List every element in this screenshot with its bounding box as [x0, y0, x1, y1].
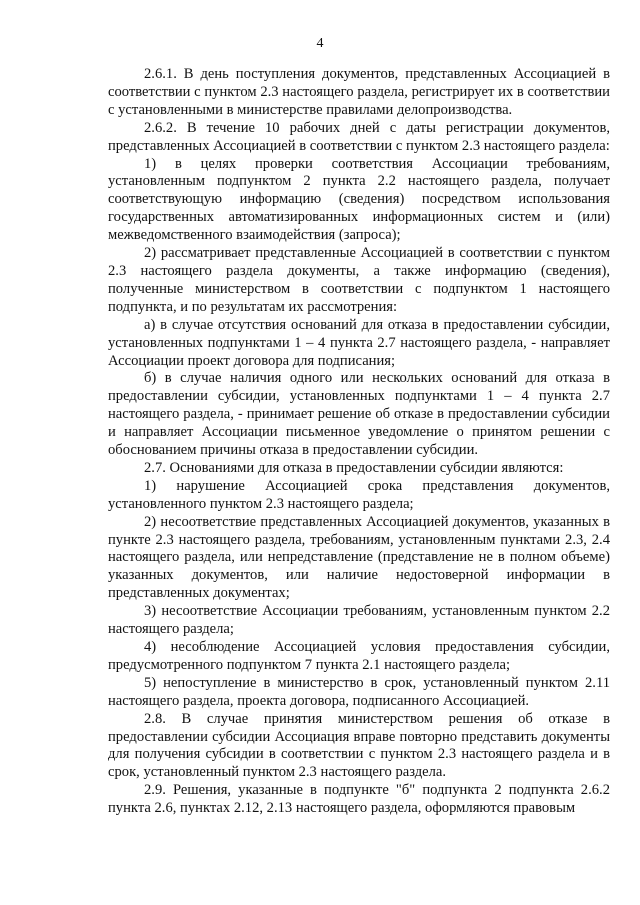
paragraph-2-6-2-item-2b: б) в случае наличия одного или нескольких оснований для отказа в предоставлении субсидии, установленных подпунктами 1 – 4 пункта 2.7 настоящего раздела, - принимает решение об отказе в предоставлении субсидии и направляет Ассоциации письменное уведомление о принятом решении с обоснованием причины отказа в предоставлении субсидии.	[108, 370, 610, 459]
paragraph-2-6-2: 2.6.2. В течение 10 рабочих дней с даты регистрации документов, представленных Ассоциацией в соответствии с пунктом 2.3 настоящего раздела:	[108, 119, 610, 154]
paragraph-2-7-item-3: 3) несоответствие Ассоциации требованиям, установленным пунктом 2.2 настоящего раздела;	[108, 603, 610, 638]
paragraph-2-7: 2.7. Основаниями для отказа в предоставлении субсидии являются:	[144, 459, 564, 476]
paragraph-2-6-2-item-2: 2) рассматривает представленные Ассоциацией в соответствии с пунктом 2.3 настоящего раздела документы, а также информацию (сведения), полученные министерством в соответствии с подпунктом 1 настоящего подпункта, и по результатам их рассмотрения:	[108, 245, 610, 315]
paragraph-2-6-1: 2.6.1. В день поступления документов, представленных Ассоциацией в соответствии с пунктом 2.3 настоящего раздела, регистрирует их в соответствии с установленными в министерстве правилами делопроизводства.	[108, 66, 610, 118]
paragraph-2-9: 2.9. Решения, указанные в подпункте "б" подпункта 2 подпункта 2.6.2 пункта 2.6, пунктах 2.12, 2.13 настоящего раздела, оформляются правовым	[108, 782, 610, 817]
paragraph-2-6-2-item-1: 1) в целях проверки соответствия Ассоциации требованиям, установленным подпунктом 2 пункта 2.2 настоящего раздела, получает соответствующую информацию (сведения) посредством использования государственных автоматизированных информационных систем и (или) межведомственного взаимодействия (запроса);	[108, 155, 610, 244]
paragraph-2-7-item-2: 2) несоответствие представленных Ассоциацией документов, указанных в пункте 2.3 настоящего раздела, требованиям, установленным пунктами 2.3, 2.4 настоящего раздела, или непредставление (представление не в полном объеме) указанных документов, или наличие недостоверной информации в представленных документах;	[108, 513, 610, 602]
paragraph-2-7-item-4: 4) несоблюдение Ассоциацией условия предоставления субсидии, предусмотренного подпунктом 7 пункта 2.1 настоящего раздела;	[108, 639, 610, 673]
paragraph-2-7-item-5: 5) непоступление в министерство в срок, установленный пунктом 2.11 настоящего раздела, проекта договора, подписанного Ассоциацией.	[108, 674, 610, 709]
paragraph-2-6-2-item-2a: а) в случае отсутствия оснований для отказа в предоставлении субсидии, установленных подпунктами 1 – 4 пункта 2.7 настоящего раздела, - направляет Ассоциации проект договора для подписания;	[108, 316, 610, 369]
document-body	[108, 66, 610, 818]
paragraph-2-8: 2.8. В случае принятия министерством решения об отказе в предоставлении субсидии Ассоциация вправе повторно представить документы для получения субсидии в соответствии с пунктом 2.3 настоящего раздела и в срок, установленный пунктом 2.3 настоящего раздела.	[108, 710, 610, 781]
page-number: 4	[316, 36, 324, 51]
paragraph-2-7-item-1: 1) нарушение Ассоциацией срока представления документов, установленного пунктом 2.3 настоящего раздела;	[108, 477, 610, 512]
